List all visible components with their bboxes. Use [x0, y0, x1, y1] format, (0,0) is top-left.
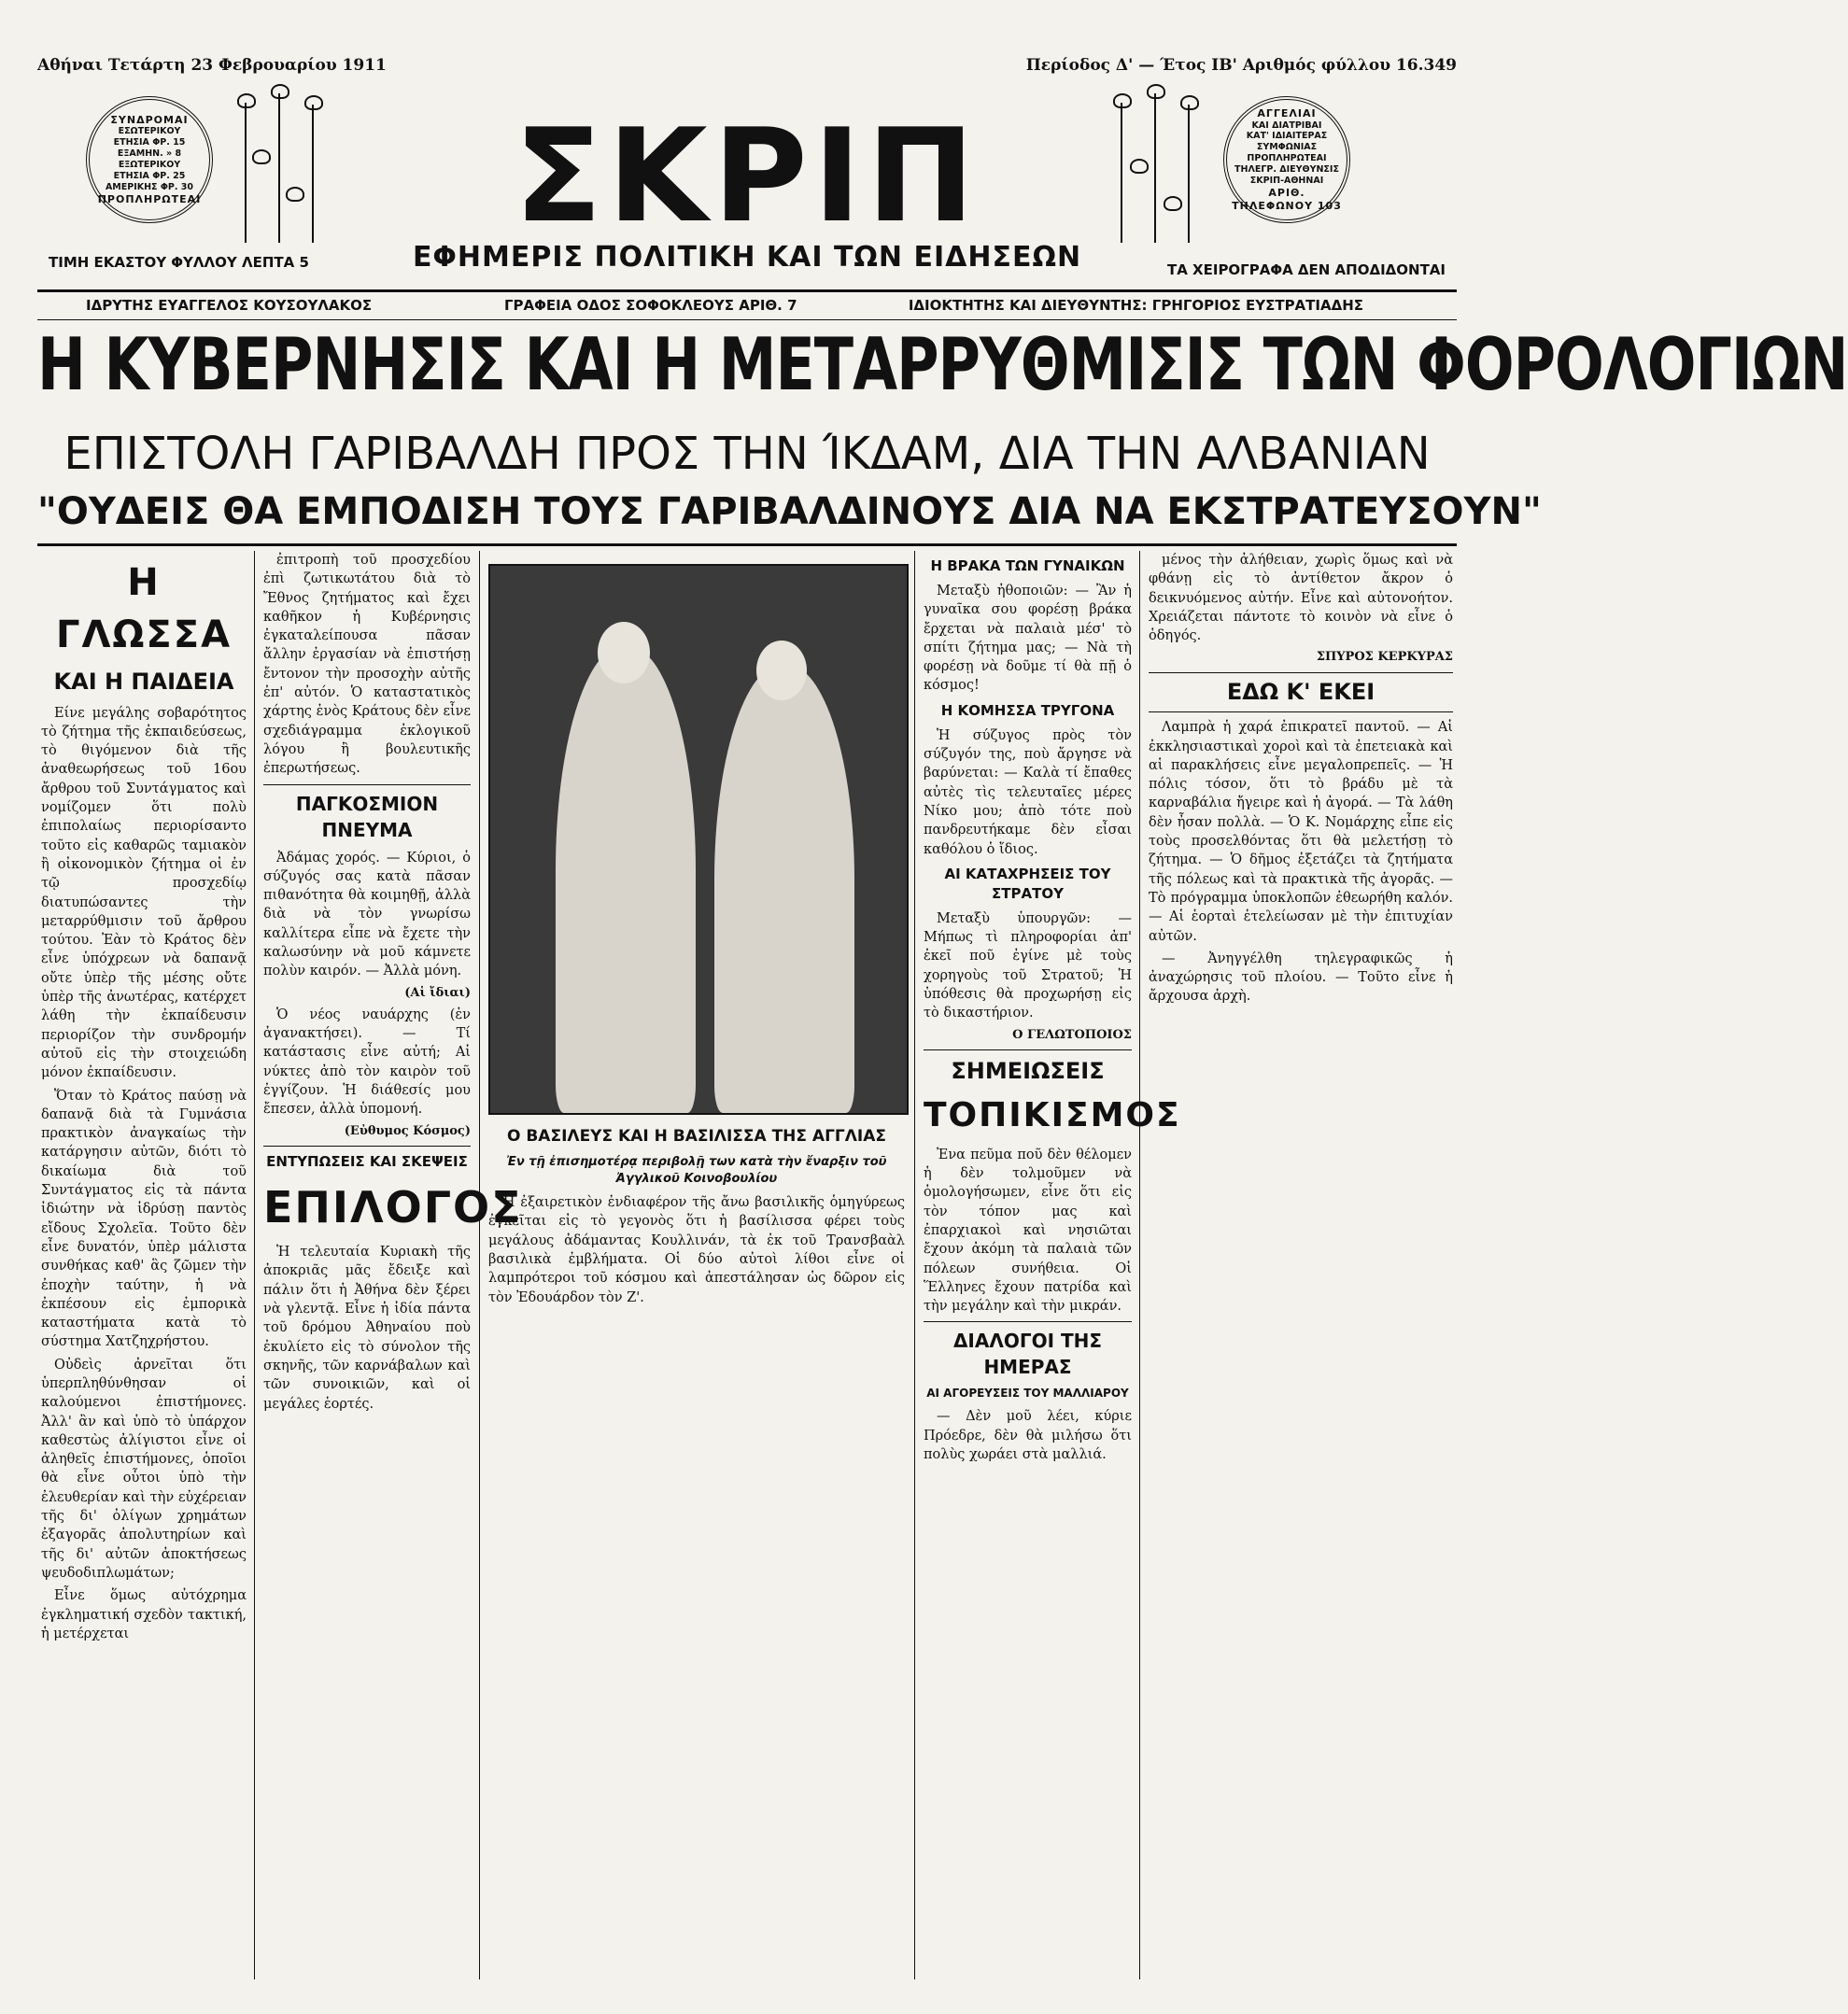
section-source: (Εὐθυμος Κόσμος): [344, 1123, 471, 1138]
manuscripts-note: ΤΑ ΧΕΙΡΟΓΡΑΦΑ ΔΕΝ ΑΠΟΔΙΔΟΝΤΑΙ: [1166, 261, 1446, 278]
column-rule: [914, 551, 915, 1979]
photo-caption: Ο ΒΑΣΙΛΕΥΣ ΚΑΙ Η ΒΑΣΙΛΙΣΣΑ ΤΗΣ ΑΓΓΛΙΑΣ: [506, 1127, 887, 1146]
seal-line: ΣΚΡΙΠ-ΑΘΗΝΑΙ: [1249, 175, 1324, 186]
section-title: ΕΔΩ Κ' ΕΚΕΙ: [1149, 672, 1453, 713]
article-paragraph: Ὅταν τὸ Κράτος παύσῃ νὰ δαπανᾷ διὰ τὰ Γυμνάσια πρακτικὸν ἀναγκαίως τὴν κατάργησιν αὐτῶν, διότι τὸ δικαίωμα διὰ τοῦ Συντάγματος εἰς τὰ πάντα ἰδιώτην νὰ ἱδρύσῃ παντὸς εἴδους Σχολεῖα. Τοῦτο δὲν εἶνε δυνατόν, ὑπὲρ μάλιστα συνθήκας καθ' ἃς ζῶμεν τὴν ἐποχὴν ταύτην, ἡ νὰ ἐκπέσουν εἰς ἐμπορικὰ καταστήματα κατὰ τὸ σύστημα Χατζηχρήστου.: [41, 1088, 247, 1350]
third-headline: "ΟΥΔΕΙΣ ΘΑ ΕΜΠΟΔΙΣΗ ΤΟΥΣ ΓΑΡΙΒΑΛΔΙΝΟΥΣ ΔΙΑ ΝΑ ΕΚΣΤΡΑΤΕΥΣΟΥΝ": [37, 490, 1542, 533]
seal-bottom-text: ΠΡΟΠΛΗΡΩΤΕΑΙ: [97, 192, 202, 205]
owner-line: ΙΔΙΟΚΤΗΤΗΣ ΚΑΙ ΔΙΕΥΘΥΝΤΗΣ: ΓΡΗΓΟΡΙΟΣ ΕΥΣΤΡΑΤΙΑΔΗΣ: [908, 297, 1363, 314]
seal-ring-text: ΑΓΓΕΛΙΑΙ: [1257, 106, 1317, 120]
queen-head: [756, 641, 807, 700]
section-text: Μεταξὺ ὑπουργῶν: — Μήπως τὶ πληροφορίαι ἀπ' ἐκεῖ ποῦ ἐγίνε μὲ τοὺς χορηγοὺς τοῦ Στρατοῦ; Ἡ ὑπόθεσις θὰ προχωρήσῃ εἰς τὸ δικαστήριον.: [924, 910, 1132, 1021]
section-title: Η ΚΟΜΗΣΣΑ ΤΡΥΓΟΝΑ: [940, 701, 1115, 719]
photo-article-text: Ἡ ἐξαιρετικὸν ἐνδιαφέρον τῆς ἄνω βασιλικῆς ὁμηγύρεως ἐγκεῖται εἰς τὸ γεγονὸς ὅτι ἡ βασίλισσα φέρει τοὺς μεγάλους ἀδάμαντας Κουλλινάν, τὰ ἐκ τοῦ Τρανσβαὰλ βασιλικὰ ἐμβλήματα. Οἱ δύο αὐτοὶ λίθοι εἶνε οἱ λαμπρότεροι τοῦ κόσμου καὶ ἀπεστάλησαν ὡς δῶρον εἰς τὸν Ἐδουάρδον τὸν Ζ'.: [488, 1195, 905, 1305]
article-paragraph: Οὐδεὶς ἀρνεῖται ὅτι ὑπερπληθύνθησαν οἱ καλούμενοι ἐπιστήμονες. Ἀλλ' ἂν καὶ ὑπὸ τὸ ὑπάρχον καθεστὼς ἀλίγιστοι εἶνε οἱ ἀληθεῖς ἐπιστήμονες, ὁποῖοι θὰ εἶνε οὗτοι ὑπὸ τὴν ἐλευθερίαν καὶ τὴν εὐχέρειαν τῆς δι' ὀλίγων χρημάτων ἐξαγορᾶς ἀπολυτηρίων καὶ τῆς δι' αὐτῶν ἀποκτήσεως ψευδοδιπλωμάτων;: [41, 1357, 247, 1581]
seal-line: ΤΗΛΕΓΡ. ΔΙΕΥΘΥΝΣΙΣ: [1234, 164, 1339, 175]
column-four: [924, 551, 1181, 1979]
royal-couple-photo: [488, 564, 909, 1115]
column-five: [1149, 551, 1453, 1979]
seal-line: ΕΤΗΣΙΑ ΦΡ. 15: [113, 137, 186, 148]
newspaper-masthead: ΣΚΡΙΠ: [514, 101, 980, 251]
seal-line: ΑΜΕΡΙΚΗΣ ΦΡ. 30: [105, 181, 194, 192]
seal-line: ΕΤΗΣΙΑ ΦΡ. 25: [113, 170, 186, 181]
section-subtitle: ΑΙ ΑΓΟΡΕΥΣΕΙΣ ΤΟΥ ΜΑΛΛΙΑΡΟΥ: [926, 1387, 1129, 1401]
section-title: ΣΗΜΕΙΩΣΕΙΣ: [924, 1049, 1132, 1088]
column-rule: [1139, 551, 1140, 1979]
founder-line: ΙΔΡΥΤΗΣ ΕΥΑΓΓΕΛΟΣ ΚΟΥΣΟΥΛΑΚΟΣ: [86, 297, 373, 314]
seal-bottom-text: ΑΡΙΘ. ΤΗΛΕΦΩΝΟΥ 103: [1232, 186, 1342, 212]
header-rule-thin: [37, 319, 1457, 320]
king-figure: [556, 646, 696, 1113]
column-rule: [254, 551, 255, 1979]
seal-line: ΕΣΩΤΕΡΙΚΟΥ: [118, 126, 181, 137]
section-author: Ο ΓΕΛΩΤΟΠΟΙΟΣ: [1012, 1027, 1132, 1042]
section-text: Ἡ τελευταία Κυριακὴ τῆς ἀποκριᾶς μᾶς ἔδειξε καὶ πάλιν ὅτι ἡ Ἀθήνα δὲν ξέρει νὰ γλεντᾷ. Εἶνε ἡ ἰδία πάντα τοῦ δρόμου Ἀθηναίου ποὺ ἐκυλίετο εἰς τὸ σύνολον τῆς σκηνῆς, τῶν καρνάβαλων καὶ τῶν συνοικιῶν, καὶ οἱ μεγάλες ἑορτές.: [263, 1245, 471, 1412]
section-text: — Δὲν μοῦ λέει, κύριε Πρόεδρε, δὲν θὰ μιλήσω ὅτι πολὺς χωράει στὰ μαλλιά.: [924, 1409, 1132, 1462]
article-title: Η ΓΛΩΣΣΑ: [55, 561, 233, 656]
headline-rule: [37, 543, 1457, 546]
section-title: Η ΒΡΑΚΑ ΤΩΝ ΓΥΝΑΙΚΩΝ: [930, 557, 1125, 574]
offices-line: ΓΡΑΦΕΙΑ ΟΔΟΣ ΣΟΦΟΚΛΕΟΥΣ ΑΡΙΘ. 7: [504, 297, 797, 314]
photo-article: [488, 1120, 905, 1979]
date-line: Αθήναι Τετάρτη 23 Φεβρουαρίου 1911: [37, 56, 387, 75]
section-title: ΕΝΤΥΠΩΣΕΙΣ ΚΑΙ ΣΚΕΨΕΙΣ: [263, 1146, 471, 1172]
photo-subcaption: Ἐν τῇ ἐπισημοτέρᾳ περιβολῇ των κατὰ τὴν ἔναρξιν τοῦ Ἀγγλικοῦ Κοινοβουλίου: [506, 1154, 887, 1186]
article-paragraph: μένος τὴν ἀλήθειαν, χωρὶς ὅμως καὶ νὰ φθάνῃ εἰς τὸ ἀντίθετον ἄκρον ὁ δεικνυόμενος αὐτήν. Εἶνε καὶ αὐτονοήτον. Χρειάζεται πάντοτε τὸ κοινὸν νὰ εἶνε ὁ ὁδηγός.: [1149, 553, 1453, 644]
seal-line: ΕΞΩΤΕΡΙΚΟΥ: [118, 160, 181, 170]
section-title: ΑΙ ΚΑΤΑΧΡΗΣΕΙΣ ΤΟΥ ΣΤΡΑΤΟΥ: [944, 865, 1111, 902]
main-headline: Η ΚΥΒΕΡΝΗΣΙΣ ΚΑΙ Η ΜΕΤΑΡΡΥΘΜΙΣΙΣ ΤΩΝ ΦΟΡΟΛΟΓΙΩΝ: [37, 321, 1848, 407]
article-author: ΣΠΥΡΟΣ ΚΕΡΚΥΡΑΣ: [1316, 650, 1453, 665]
price-note: ΤΙΜΗ ΕΚΑΣΤΟΥ ΦΥΛΛΟΥ ΛΕΠΤΑ 5: [49, 254, 309, 271]
seal-line: ΕΞΑΜΗΝ. » 8: [117, 148, 182, 160]
section-text: Ἡ σύζυγος πρὸς τὸν σύζυγόν της, ποὺ ἄργησε νὰ βαρύνεται: — Καλὰ τί ἔπαθες αὐτὲς τὶς τελευταῖες μέρες Νίκο μου; ἀπὸ τότε ποὺ πανδρευτήκαμε δὲν εἶσαι καθόλου ὁ ἴδιος.: [924, 727, 1132, 857]
section-big-title: ΤΟΠΙΚΙΣΜΟΣ: [924, 1096, 1181, 1135]
section-text: Ἀδάμας χορός. — Κύριοι, ὁ σύζυγός σας κατὰ πᾶσαν πιθανότητα θὰ κοιμηθῇ, ἀλλὰ διὰ νὰ τὸν γνωρίσω καλλίτερα εἶπε νὰ ἔχετε τὴν καλωσύνην νὰ μοῦ κάμνετε πολὺν καιρόν. — Ἀλλὰ μόνη.: [263, 850, 471, 979]
seal-line: ΣΥΜΦΩΝΙΑΣ: [1256, 142, 1318, 153]
section-big-title: ΕΠΙΛΟΓΟΣ: [263, 1181, 523, 1232]
section-title: ΠΑΓΚΟΣΜΙΟΝ ΠΝΕΥΜΑ: [263, 784, 471, 843]
header-rule: [37, 289, 1457, 292]
section-text: Ἐνα πεῦμα ποῦ δὲν θέλομεν ἡ δὲν τολμοῦμεν νὰ ὁμολογήσωμεν, εἶνε ὅτι εἰς τὸν τόπον μας καὶ ἐπαρχιακοὶ καὶ νησιῶται ἔχουν ἀκόμη τὰ παλαιὰ τῶν πόλεων συνήθεια. Οἱ Ἕλληνες ἔχουν πατρίδα καὶ τὴν μεγάλην καὶ τὴν μικράν.: [924, 1147, 1132, 1315]
seal-line: ΚΑΤ' ΙΔΙΑΙΤΕΡΑΣ: [1246, 131, 1328, 142]
article-paragraph: ἐπιτροπὴ τοῦ προσχεδίου ἐπὶ ζωτικωτάτου διὰ τὸ Ἔθνος ζητήματος καὶ ἔχει καθῆκον ἡ Κυβέρνησις ἐγκαταλείπουσα πᾶσαν ἄλλην ἐργασίαν νὰ ἐπιστήσῃ ἔντονον τὴν προσοχὴν αὐτῆς ἐπ' αὐτόν. Ὁ καταστατικὸς χάρτης ἑνὸς Κράτους δὲν εἶνε σχεδιάγραμμα ἐκλογικοῦ λόγου ἢ βουλευτικῆς ἐπερωτήσεως.: [263, 553, 471, 777]
second-headline: ΕΠΙΣΤΟΛΗ ΓΑΡΙΒΑΛΔΗ ΠΡΟΣ ΤΗΝ ΊΚΔΑΜ, ΔΙΑ ΤΗΝ ΑΛΒΑΝΙΑΝ: [63, 428, 1431, 480]
section-source: (Αἱ ἴδιαι): [404, 985, 471, 1000]
section-text: — Ἀνηγγέλθη τηλεγραφικῶς ἡ ἀναχώρησις τοῦ πλοίου. — Τοῦτο εἶνε ἡ ἄρχουσα ἀρχὴ.: [1149, 951, 1453, 1005]
seal-ring-text: ΣΥΝΔΡΟΜΑΙ: [110, 113, 189, 126]
section-title: ΔΙΑΛΟΓΟΙ ΤΗΣ ΗΜΕΡΑΣ: [924, 1321, 1132, 1380]
column-rule: [479, 551, 480, 1979]
section-text: Ὁ νέος ναυάρχης (ἐν ἀγανακτήσει). — Τί κατάστασις εἶνε αὐτή; Αἱ νύκτες ἀπὸ τὸν καιρὸν τοῦ ἐγγίζουν. Ἡ διάθεσίς μου ἔπεσεν, ἀλλὰ ὑπομονή.: [263, 1007, 471, 1118]
section-text: Μεταξὺ ἠθοποιῶν: — Ἂν ἡ γυναῖκα σου φορέσῃ βράκα ἔρχεται νὰ παλαιὰ μέσ' τὸ σπίτι ζήτημα μας; — Νὰ τὴ φορέσῃ νὰ δοῦμε τί θὰ πῇ ὁ κόσμος!: [924, 584, 1132, 694]
article-subtitle: ΚΑΙ Η ΠΑΙΔΕΙΑ: [53, 669, 234, 695]
article-paragraph: Είνε μεγάλης σοβαρότητος τὸ ζήτημα τῆς ἐκπαιδεύσεως, τὸ θιγόμενον διὰ τῆς ἀναθεωρήσεως τοῦ 16ου ἄρθρου τοῦ Συντάγματος καὶ νομίζομεν ὅτι πολὺ ἐπιπολαίως περιορίσαντο τοῦτο εἰς καθαρῶς ταμιακὸν ἢ οἰκονομικὸν ζήτημα οἱ ἐν τῷ προσχεδίῳ διατυπώσαντες τὴν μεταρρύθμισιν τοῦ ἄρθρου τούτου. Ἐὰν τὸ Κράτος δὲν εἶνε ὑπόχρεων νὰ δαπανᾷ οὔτε ὑπὲρ τῆς μέσης οὔτε ὑπὲρ τῆς ἀνωτέρας, κατέρχετ λάθη τὴν ἐκπαίδευσιν περιορίζον τὴν συνδρομήν αὐτοῦ εἰς τὴν στοιχειώδη μόνον ἐκπαίδευσιν.: [41, 705, 247, 1081]
issue-line: Περίοδος Δ' — Έτος ΙΒ' Αριθμός φύλλου 16.349: [1025, 56, 1457, 75]
seal-line: ΠΡΟΠΛΗΡΩΤΕΑΙ: [1247, 153, 1327, 164]
seal-line: ΚΑΙ ΔΙΑΤΡΙΒΑΙ: [1251, 120, 1322, 131]
king-head: [598, 622, 650, 683]
column-language-education: [41, 551, 247, 1979]
column-two: [263, 551, 523, 1979]
queen-figure: [714, 665, 854, 1113]
section-text: Λαμπρὰ ἡ χαρά ἐπικρατεῖ παντοῦ. — Αἱ ἐκκλησιαστικαὶ χοροὶ καὶ τὰ ἐπετειακὰ καὶ αἱ παρακλήσεις εἶνε μεγαλοπρεπεῖς. — Ἡ πόλις τόσον, ὅτι τὸ βράδυ μὲ τὰ καρναβάλια ἤγειρε καὶ ἡ ἀγορά. — Τὰ λάθη δὲν ἦσαν πολλὰ. — Ὁ Κ. Νομάρχης εἶπε εἰς τοὺς προσελθόντας ὅτι θὰ μελετήσῃ τὸ ζήτημα. — Ὁ δῆμος ἐξετάζει τὰ ζητήματα τῆς πόλεως καὶ τὰ πρακτικὰ τῆς ἀγορᾶς. — Τὸ πρόγραμμα ὑποκλοπῶν ἐθεωρήθη καλόν. — Αἱ ἑορταὶ ἐτελείωσαν μὲ τὴν ἐπιτυχίαν αὐτῶν.: [1149, 720, 1453, 944]
article-paragraph: Εἶνε ὅμως αὐτόχρημα ἐγκληματική σχεδὸν τακτική, ἡ μετέρχεται: [41, 1588, 247, 1641]
newspaper-subtitle: ΕΦΗΜΕΡΙΣ ΠΟΛΙΤΙΚΗ ΚΑΙ ΤΩΝ ΕΙΔΗΣΕΩΝ: [412, 241, 1082, 274]
